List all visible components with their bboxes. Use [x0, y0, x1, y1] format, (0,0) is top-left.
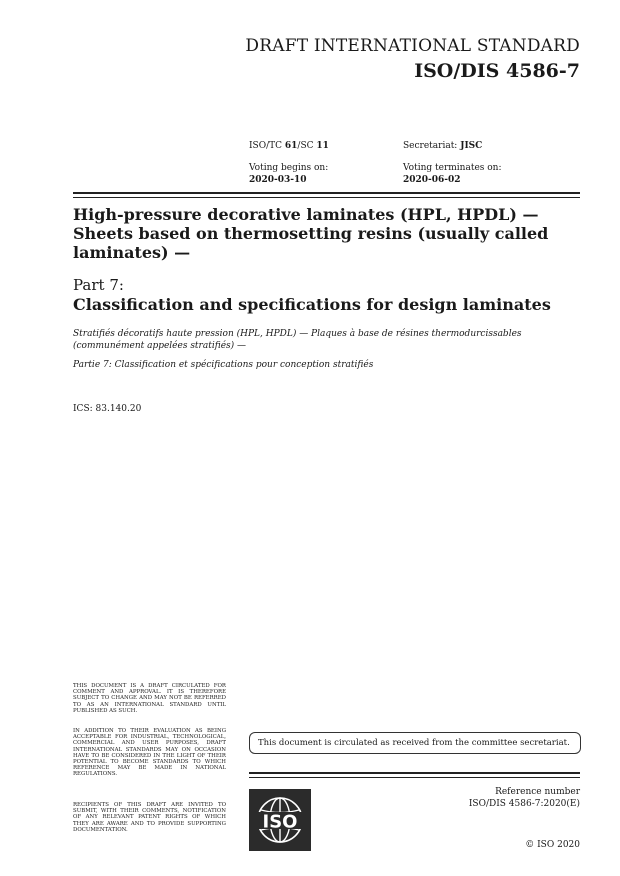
header-divider-thick [73, 192, 580, 194]
main-title-line: laminates) — [73, 243, 191, 262]
main-title-line: High-pressure decorative laminates (HPL, HPDL) — [73, 205, 539, 224]
voting-begins [249, 162, 328, 186]
reference-number: ISO/DIS 4586-7:2020(E) [468, 799, 580, 809]
voting-terminates-date: 2020-06-02 [403, 175, 461, 185]
iso-logo-text: ISO [262, 811, 298, 833]
document-reference-heading: ISO/DIS 4586-7 [414, 60, 580, 82]
copyright-notice: © ISO 2020 [525, 840, 580, 850]
reference-number-label: Reference number [495, 787, 580, 797]
voting-terminates [403, 162, 502, 186]
french-title-line: Stratifiés décoratifs haute pression (HPL, HPDL) — Plaques à base de résines thermodurcissables [73, 329, 522, 339]
disclaimer-paragraph: IN ADDITION TO THEIR EVALUATION AS BEING ACCEPTABLE FOR INDUSTRIAL, TECHNOLOGICAL, COMMERCIAL AND USER PURPOSES, DRAFT INTERNATIONAL STANDARDS MAY ON OCCASION HAVE TO BE CONSIDERED IN THE LIGHT OF THEIR POTENTIAL TO BECOME STANDARDS TO WHICH REFERENCE MAY BE MADE IN NATIONAL REGULATIONS. [73, 728, 226, 778]
voting-begins-date: 2020-03-10 [249, 175, 307, 185]
footer-divider-thick [249, 772, 580, 774]
main-title-line: Sheets based on thermosetting resins (usually called [73, 224, 549, 243]
circulation-note: This document is circulated as received from the committee secretariat. [249, 732, 581, 754]
ics-code: ICS: 83.140.20 [73, 404, 142, 414]
french-title-line: (communément appelées stratifiés) — [73, 341, 247, 351]
document-type-heading: DRAFT INTERNATIONAL STANDARD [245, 36, 580, 56]
committee-line: ISO/TC 61/SC 11 [249, 141, 329, 151]
part-title: Classification and specifications for design laminates [73, 295, 551, 314]
voting-begins-label: Voting begins on: [249, 163, 329, 173]
iso-logo-icon [249, 789, 311, 851]
french-title [73, 328, 573, 352]
part-number: Part 7: [73, 276, 124, 294]
iso-logo [249, 789, 311, 851]
secretariat-line: Secretariat: JISC [403, 141, 483, 151]
disclaimer-paragraph: THIS DOCUMENT IS A DRAFT CIRCULATED FOR COMMENT AND APPROVAL. IT IS THEREFORE SUBJECT TO CHANGE AND MAY NOT BE REFERRED TO AS AN INTERNATIONAL STANDARD UNTIL PUBLISHED AS SUCH. [73, 683, 226, 714]
document-main-title [73, 205, 573, 262]
disclaimer-paragraph: RECIPIENTS OF THIS DRAFT ARE INVITED TO SUBMIT, WITH THEIR COMMENTS, NOTIFICATION OF ANY RELEVANT PATENT RIGHTS OF WHICH THEY ARE AWARE AND TO PROVIDE SUPPORTING DOCUMENTATION. [73, 802, 226, 833]
french-part-title: Partie 7: Classification et spécifications pour conception stratifiés [73, 360, 374, 370]
header-divider-thin [73, 197, 580, 198]
voting-terminates-label: Voting terminates on: [403, 163, 502, 173]
footer-divider-thin [249, 777, 580, 778]
